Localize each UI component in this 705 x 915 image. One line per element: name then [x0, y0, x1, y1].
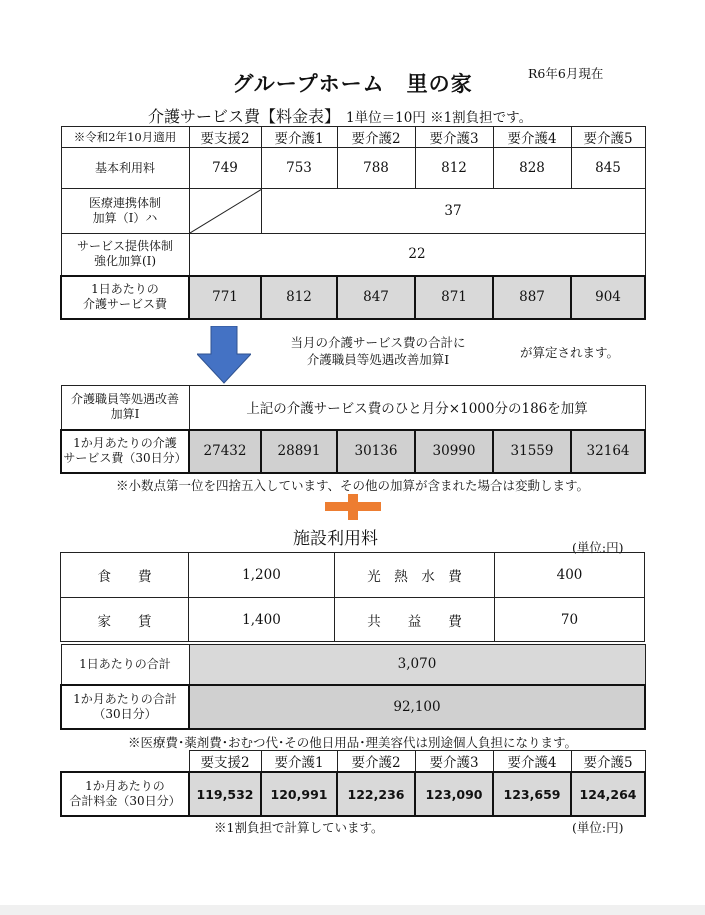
facility-row-2	[61, 598, 645, 642]
level-header: 要介護3	[415, 127, 493, 148]
daily-care-label-line: 介護サービス費	[82, 297, 167, 311]
level-header: 要介護2	[337, 127, 415, 148]
facility-title: 施設利用料	[293, 529, 378, 549]
service-label-line: サービス提供体制	[76, 239, 173, 254]
daily-care-label-line: 1日あたりの	[91, 282, 159, 296]
plus-icon	[325, 494, 381, 520]
date-label: R6年6月現在	[528, 66, 604, 81]
total-table	[60, 750, 646, 817]
arrow-text-line: 当月の介護サービス費の合計に	[290, 335, 466, 350]
page-title: グループホーム 里の家	[232, 72, 473, 96]
level-header: 要介護1	[261, 127, 337, 148]
monthly-care-value: 32164	[571, 430, 645, 473]
facility-unit: (単位:円)	[572, 540, 624, 555]
service-row	[61, 234, 645, 276]
improvement-label	[61, 386, 189, 430]
improvement-table	[60, 385, 646, 474]
daily-care-label	[61, 276, 189, 319]
daily-total-row	[61, 645, 645, 685]
basic-fee-value: 812	[415, 148, 493, 189]
total-value: 122,236	[337, 772, 415, 816]
subtitle-main: 介護サービス費【料金表】	[148, 107, 341, 126]
facility-total-table	[60, 644, 646, 730]
monthly-total-row	[61, 685, 645, 729]
monthly-total-value: 92,100	[189, 685, 645, 729]
monthly-care-label	[61, 430, 189, 473]
improvement-desc: 上記の介護サービス費のひと月分×1000分の186を加算	[189, 386, 645, 430]
total-unit: (単位:円)	[572, 820, 624, 835]
service-label	[61, 234, 189, 276]
daily-care-value: 904	[571, 276, 645, 319]
food-value: 1,200	[189, 553, 335, 598]
utility-value: 400	[495, 553, 645, 598]
rent-value: 1,400	[189, 598, 335, 642]
diagonal-cell	[189, 189, 261, 234]
basic-fee-label: 基本利用料	[61, 148, 189, 189]
monthly-care-value: 31559	[493, 430, 571, 473]
total-value: 120,991	[261, 772, 337, 816]
facility-row-1	[61, 553, 645, 598]
basic-fee-value: 753	[261, 148, 337, 189]
subtitle-note: 1単位＝10円 ※1割負担です。	[346, 110, 533, 126]
level-header: 要介護4	[493, 127, 571, 148]
basic-fee-row	[61, 148, 645, 189]
medical-label-line: 医療連携体制	[88, 196, 161, 210]
improvement-label-line: 介護職員等処遇改善	[70, 392, 179, 407]
daily-care-value: 887	[493, 276, 571, 319]
total-header-row	[61, 751, 645, 773]
total-note: ※1割負担で計算しています。	[214, 820, 384, 835]
monthly-care-value: 30990	[415, 430, 493, 473]
monthly-total-label-line: 1か月あたりの合計	[73, 691, 177, 706]
subtitle	[148, 104, 532, 127]
total-value-row	[61, 772, 645, 816]
food-label: 食 費	[61, 553, 189, 598]
total-level-header: 要介護5	[571, 751, 645, 773]
total-level-header: 要介護3	[415, 751, 493, 773]
total-value: 119,532	[189, 772, 261, 816]
service-value: 22	[189, 234, 645, 276]
basic-fee-value: 828	[493, 148, 571, 189]
basic-fee-value: 788	[337, 148, 415, 189]
daily-care-row	[61, 276, 645, 319]
monthly-care-value: 27432	[189, 430, 261, 473]
total-value: 123,090	[415, 772, 493, 816]
total-level-header: 要介護2	[337, 751, 415, 773]
monthly-care-value: 28891	[261, 430, 337, 473]
total-level-header: 要介護4	[493, 751, 571, 773]
improvement-label-line: 加算Ⅰ	[110, 407, 140, 422]
care-service-table	[60, 126, 646, 320]
facility-note: ※医療費･薬剤費･おむつ代･その他日用品･理美容代は別途個人負担になります。	[127, 735, 577, 750]
daily-total-value: 3,070	[189, 645, 645, 685]
corner-cell: ※令和2年10月適用	[61, 127, 189, 148]
arrow-text	[268, 334, 488, 368]
monthly-care-value: 30136	[337, 430, 415, 473]
care-header-row	[61, 127, 645, 148]
daily-care-value: 847	[337, 276, 415, 319]
medical-label-line: 加算（Ⅰ）ハ	[92, 211, 158, 225]
page-bottom-bar	[0, 905, 705, 915]
rounding-note: ※小数点第一位を四捨五入しています、その他の加算が含まれた場合は変動します。	[115, 478, 589, 493]
service-label-line: 強化加算(Ⅰ)	[93, 254, 157, 269]
monthly-total-label	[61, 685, 189, 729]
total-level-header: 要介護1	[261, 751, 337, 773]
basic-fee-value: 845	[571, 148, 645, 189]
level-header: 要支援2	[189, 127, 261, 148]
daily-total-label: 1日あたりの合計	[61, 645, 189, 685]
down-arrow-icon	[197, 326, 251, 384]
total-value: 124,264	[571, 772, 645, 816]
total-label-line: 1か月あたりの	[85, 779, 165, 793]
level-header: 要介護5	[571, 127, 645, 148]
diagonal-line	[190, 189, 262, 233]
arrow-text-suffix: が算定されます。	[520, 345, 620, 360]
medical-label	[61, 189, 189, 234]
rent-label: 家 賃	[61, 598, 189, 642]
daily-care-value: 771	[189, 276, 261, 319]
monthly-care-label-line: サービス費（30日分）	[63, 451, 187, 465]
total-label	[61, 772, 189, 816]
total-level-header: 要支援2	[189, 751, 261, 773]
total-label-line: 合計料金（30日分）	[69, 794, 181, 808]
medical-row	[61, 189, 645, 234]
improvement-row	[61, 386, 645, 430]
basic-fee-value: 749	[189, 148, 261, 189]
monthly-care-label-line: 1か月あたりの介護	[73, 436, 177, 450]
total-corner-empty	[61, 751, 189, 773]
total-value: 123,659	[493, 772, 571, 816]
utility-label: 光 熱 水 費	[335, 553, 495, 598]
medical-value: 37	[261, 189, 645, 234]
monthly-total-label-line: （30日分）	[93, 706, 157, 721]
daily-care-value: 871	[415, 276, 493, 319]
facility-table	[60, 552, 645, 642]
daily-care-value: 812	[261, 276, 337, 319]
common-label: 共 益 費	[335, 598, 495, 642]
monthly-care-row	[61, 430, 645, 473]
arrow-text-line: 介護職員等処遇改善加算Ⅰ	[306, 352, 450, 367]
common-value: 70	[495, 598, 645, 642]
